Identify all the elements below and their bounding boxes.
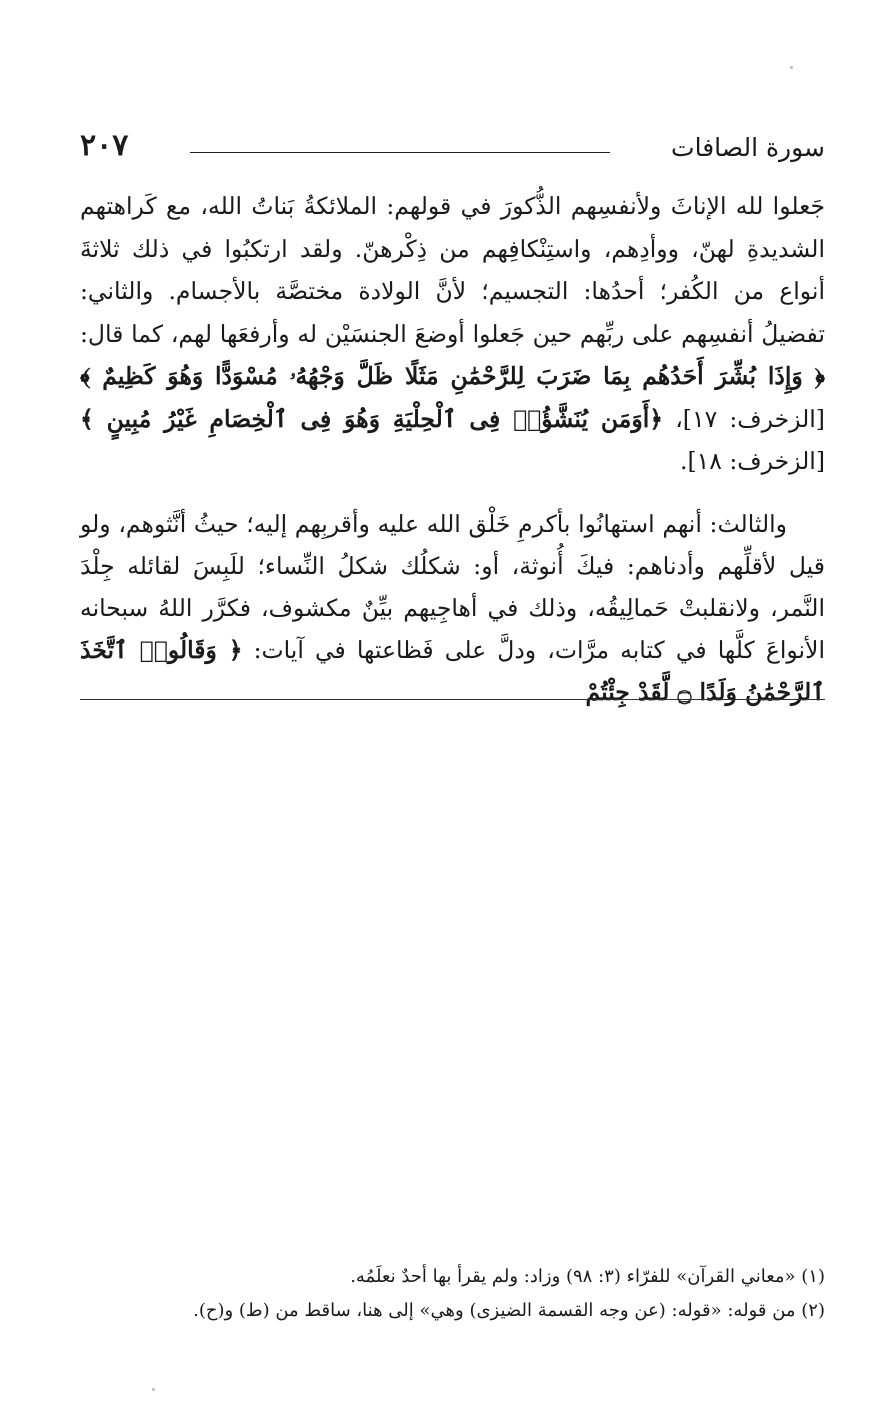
verse-reference: [الزخرف: ١٨]. [680,447,825,475]
footnote-2: (٢) من قوله: «قوله: (عن وجه القسمة الضيزى) وهي» إلى هنا، ساقط من (ط) و(ح). [193,1300,825,1321]
surah-title: سورة الصافات [671,133,825,162]
section-divider [80,699,825,700]
page-header [80,125,825,165]
quran-verse: ﴿أَوَمَن يُنَشَّؤُا۟ فِى ٱلْحِلْيَةِ وَهُوَ فِى ٱلْخِصَامِ غَيْرُ مُبِينٍ ﴾ [80,404,664,433]
header-rule [190,152,610,153]
paragraph-text: جَعلوا لله الإناثَ ولأنفسِهم الذُّكورَ في قولهم: الملائكةُ بَناتُ الله، مع كَراهتهم الشديدةِ لهنّ، ووأدِهم، واستِنْكافِهم من ذِكْرهنّ. ولقد ارتكبُوا في ذلك ثلاثةَ أنواع من الكُفر؛ أحدُها: التجسيم؛ لأنَّ الولادة مختصَّة بالأجسام. والثاني: تفضيلُ أنفسِهم على ربِّهم حين جَعلوا أوضعَ الجنسَيْن له وأرفعَها لهم، كما قال: [80,192,825,348]
quran-verse: ﴿ وَإِذَا بُشِّرَ أَحَدُهُم بِمَا ضَرَبَ لِلرَّحْمَٰنِ مَثَلًا ظَلَّ وَجْهُهُۥ مُسْوَدًّا وَهُوَ كَظِيمٌ ﴾ [80,362,825,390]
main-paragraph-1 [80,185,825,483]
paragraph-text: والثالث: أنهم استهانُوا بأكرمِ خَلْق الله عليه وأقربِهم إليه؛ حيثُ أنَّثوهم، ولو قيل لأقلِّهم وأدناهم: فيكَ أُنوثة، أو: شكلُك شكلُ النِّساء؛ للَبِسَ لقائله جِلْدَ النَّمر، ولانقلبتْ حَمالِيقُه، وذلك في أهاجِيهم بيِّنٌ مكشوف، فكرَّر اللهُ سبحانه الأنواعَ كلَّها في كتابه مرَّات، ودلَّ على فَظاعتها في آيات: [80,510,825,664]
verse-reference: [الزخرف: ١٧]، [675,404,825,433]
quran-verse: ﴿ وَقَالُوا۟ ٱتَّخَذَ ٱلرَّحْمَٰنُ وَلَدًا ۝ لَّقَدْ جِئْتُمْ [80,636,825,706]
scan-speck [152,1388,155,1391]
page-number: ٢٠٧ [80,128,129,163]
scan-speck [790,66,793,69]
footnote-1: (١) «معاني القرآن» للفرّاء (٣: ٩٨) وزاد: ولم يقرأ بها أحدٌ نعلَمُه. [350,1266,825,1287]
main-paragraph-2 [80,503,825,713]
